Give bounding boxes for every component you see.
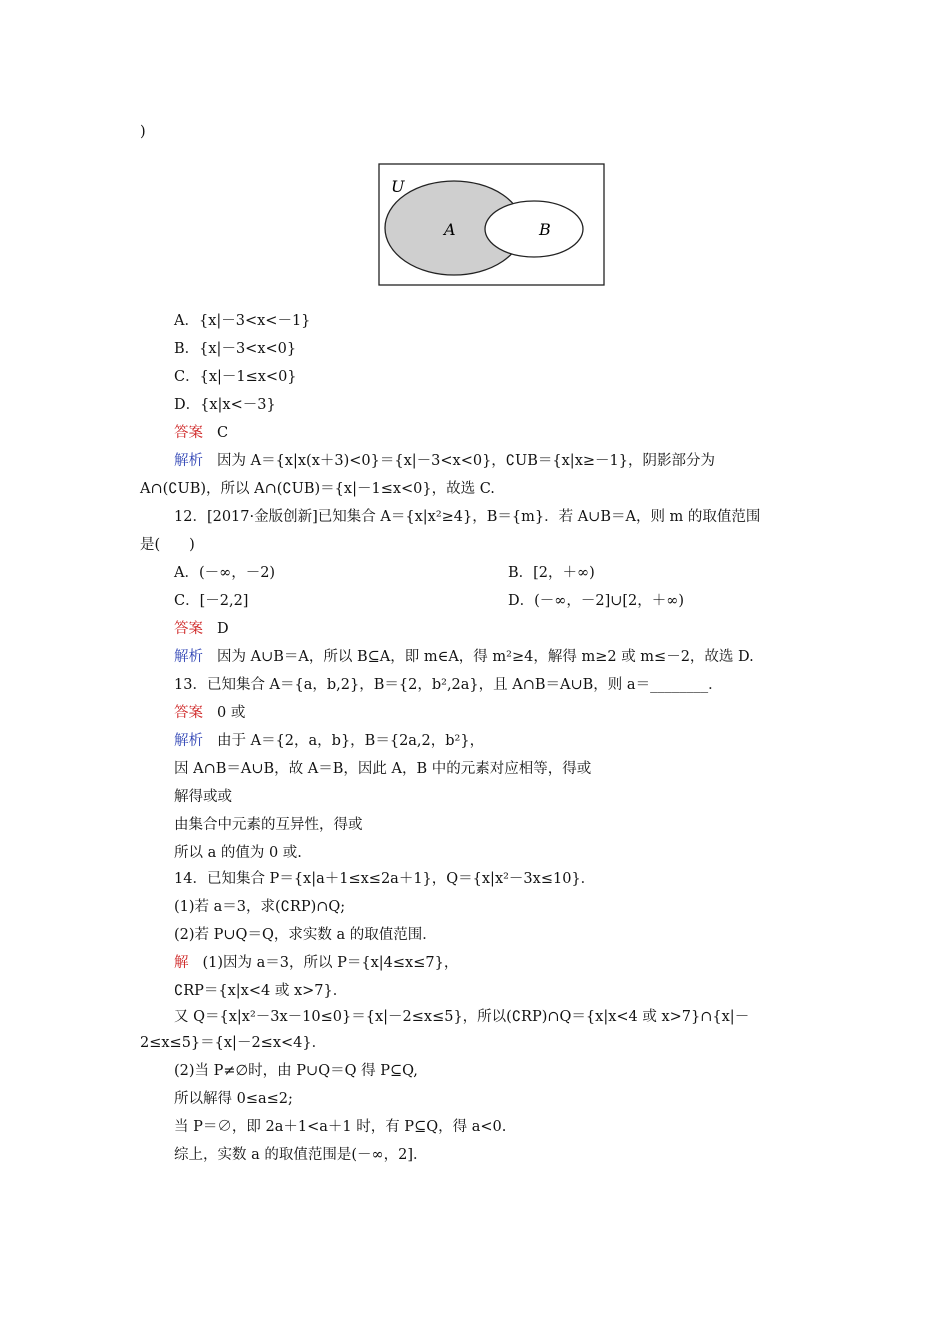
q13-stem: 13．已知集合 A＝{a，b,2}，B＝{2，b²,2a}，且 A∩B＝A∪B，则 a＝________． (174, 677, 723, 693)
q14-stem-line-3: (2)若 P∪Q＝Q，求实数 a 的取值范围． (174, 927, 437, 943)
q14-stem-line-1: 14．已知集合 P＝{x|a＋1≤x≤2a＋1}，Q＝{x|x²－3x≤10}． (174, 871, 596, 887)
q13-analysis-line-1 (174, 731, 484, 751)
q13-analysis-line-4: 由集合中元素的互异性，得或 (174, 817, 363, 833)
label-a: A (444, 220, 456, 239)
q12-option-b: B．[2，＋∞) (508, 565, 595, 581)
q11-option-c: C．{x|－1≤x<0} (174, 369, 297, 385)
q11-answer (174, 423, 228, 443)
q11-analysis-line-2: A∩(∁UB)，所以 A∩(∁UB)＝{x|－1≤x<0}，故选 C. (140, 481, 495, 497)
q13-analysis-line-5: 所以 a 的值为 0 或. (174, 845, 302, 861)
q11-option-a: A．{x|－3<x<－1} (174, 313, 311, 329)
analysis-text: 由于 A＝{2，a，b}，B＝{2a,2，b²}， (217, 733, 485, 749)
answer-label: 答案 (174, 705, 203, 721)
solution-label: 解 (174, 955, 189, 971)
q12-option-d: D．(－∞，－2]∪[2，＋∞) (508, 593, 685, 609)
q14-solution-line-7: 当 P＝∅，即 2a＋1<a＋1 时，有 P⊆Q，得 a<0. (174, 1119, 507, 1135)
q14-solution-line-4: 2≤x≤5}＝{x|－2≤x<4}． (140, 1035, 327, 1051)
q12-option-c: C．[－2,2] (174, 593, 249, 609)
q11-analysis-line-1 (174, 451, 715, 471)
q12-analysis (174, 647, 754, 667)
analysis-label: 解析 (174, 733, 203, 749)
q14-solution-line-8: 综上，实数 a 的取值范围是(－∞，2]． (174, 1147, 428, 1163)
q12-answer (174, 619, 229, 639)
q14-solution-line-1 (174, 953, 458, 973)
q12-stem-line-1: 12．[2017·金版创新]已知集合 A＝{x|x²≥4}，B＝{m}．若 A∪B＝A，则 m 的取值范围 (174, 509, 761, 525)
answer-value: C (217, 425, 229, 441)
analysis-text: 因为 A＝{x|x(x＋3)<0}＝{x|－3<x<0}，∁UB＝{x|x≥－1}，阴影部分为 (217, 453, 715, 469)
answer-value: D (217, 621, 229, 637)
q14-solution-line-5: (2)当 P≠∅时，由 P∪Q＝Q 得 P⊆Q, (174, 1063, 418, 1079)
venn-diagram (371, 155, 621, 305)
q14-solution-line-3: 又 Q＝{x|x²－3x－10≤0}＝{x|－2≤x≤5}，所以(∁RP)∩Q＝{x|x<4 或 x>7}∩{x|－ (174, 1009, 750, 1025)
answer-value: 0 或 (217, 705, 246, 721)
q11-option-d: D．{x|x<－3} (174, 397, 276, 413)
solution-text: (1)因为 a＝3，所以 P＝{x|4≤x≤7}， (202, 955, 459, 971)
q13-analysis-line-3: 解得或或 (174, 789, 232, 805)
set-b-ellipse (485, 201, 583, 257)
q14-solution-line-6: 所以解得 0≤a≤2; (174, 1091, 293, 1107)
answer-label: 答案 (174, 425, 203, 441)
analysis-text: 因为 A∪B＝A，所以 B⊆A，即 m∈A，得 m²≥4，解得 m≥2 或 m≤－2，故选 D. (217, 649, 754, 665)
q14-solution-line-2: ∁RP＝{x|x<4 或 x>7}． (174, 983, 348, 999)
label-b: B (539, 220, 551, 239)
q11-option-b: B．{x|－3<x<0} (174, 341, 297, 357)
q14-stem-line-2: (1)若 a＝3，求(∁RP)∩Q; (174, 899, 346, 915)
q13-analysis-line-2: 因 A∩B＝A∪B，故 A＝B，因此 A，B 中的元素对应相等，得或 (174, 761, 592, 777)
stray-paren: ) (140, 124, 146, 140)
q13-answer (174, 703, 245, 723)
label-u: U (391, 177, 405, 196)
analysis-label: 解析 (174, 453, 203, 469)
answer-label: 答案 (174, 621, 203, 637)
q12-stem-line-2: 是( ) (140, 537, 195, 553)
q12-option-a: A．(－∞，－2) (174, 565, 276, 581)
analysis-label: 解析 (174, 649, 203, 665)
